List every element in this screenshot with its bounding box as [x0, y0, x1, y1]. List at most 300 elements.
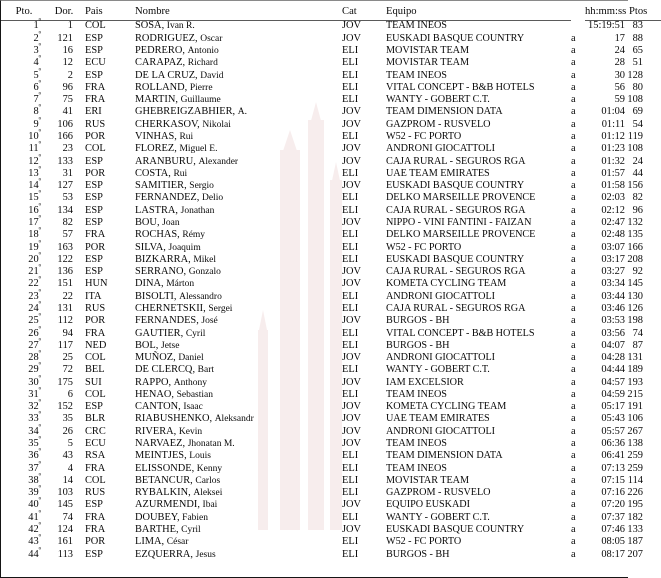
cell-time — [585, 500, 627, 512]
cell-country-value: COL — [85, 474, 106, 486]
cell-dorsal-value: 82 — [62, 216, 73, 228]
cell-gap-prefix — [571, 229, 585, 241]
table-row[interactable] — [1, 500, 661, 512]
cell-country — [81, 279, 125, 291]
table-row[interactable] — [1, 156, 661, 168]
cell-points-value: 198 — [627, 315, 643, 327]
rider-surname: RIVERA, — [135, 425, 177, 437]
cell-points-value: 106 — [627, 413, 643, 425]
cell-gap-prefix — [571, 107, 585, 119]
cell-points-value: 215 — [627, 388, 643, 400]
rider-given-name: A. — [237, 107, 248, 118]
table-row[interactable] — [1, 364, 661, 376]
cell-team — [378, 254, 571, 266]
cell-category-value: JOV — [342, 376, 362, 388]
cell-time — [585, 352, 627, 364]
team-name: CAJA RURAL - SEGUROS RGA — [386, 302, 526, 314]
cell-points-value: 191 — [627, 401, 643, 413]
cell-time-value: 03:27 — [601, 266, 625, 278]
cell-time — [585, 193, 627, 205]
cell-country — [81, 131, 125, 143]
cell-points-value: 130 — [627, 290, 643, 302]
column-header-nombre[interactable]: Nombre — [125, 1, 340, 20]
cell-category-value: ELI — [342, 57, 359, 69]
cell-position-value: 1 — [33, 20, 39, 32]
cell-time — [585, 512, 627, 524]
rider-given-name: David — [200, 70, 224, 81]
ordinal-marker: º — [38, 446, 41, 456]
table-row[interactable] — [1, 450, 661, 462]
cell-category-value: ELI — [342, 302, 359, 314]
rider-surname: LIMA, — [135, 536, 165, 548]
cell-time — [585, 401, 627, 413]
cell-time — [585, 33, 627, 45]
cell-points — [627, 217, 661, 229]
table-row[interactable] — [1, 401, 661, 413]
cell-time — [585, 291, 627, 303]
cell-time — [585, 524, 627, 536]
cell-points-value: 182 — [627, 511, 643, 523]
rider-surname: SAMITIER, — [135, 180, 187, 192]
cell-country — [81, 57, 125, 69]
rider-surname: CANTON, — [135, 401, 181, 413]
cell-points-value: 119 — [627, 131, 643, 143]
cell-time — [585, 70, 627, 82]
cell-points — [627, 450, 661, 462]
cell-dorsal-value: 117 — [57, 339, 73, 351]
cell-time — [585, 107, 627, 119]
cell-dorsal-value: 161 — [57, 536, 73, 548]
cell-time-value: 01:58 — [601, 180, 625, 192]
cell-country — [81, 20, 125, 33]
cell-points-value: 114 — [627, 474, 643, 486]
column-header-pto[interactable]: Pto. — [1, 1, 47, 20]
cell-rider-name — [125, 57, 340, 69]
cell-position-value: 2 — [33, 32, 39, 44]
cell-dorsal — [47, 180, 81, 192]
cell-points — [627, 57, 661, 69]
cell-country — [81, 119, 125, 131]
table-row[interactable] — [1, 180, 661, 192]
cell-gap-prefix — [571, 94, 585, 106]
ordinal-marker: º — [38, 127, 41, 137]
cell-country — [81, 536, 125, 548]
cell-gap-prefix-value: a — [571, 524, 576, 536]
ordinal-marker: º — [38, 324, 41, 334]
table-row[interactable] — [1, 438, 661, 450]
team-name: ANDRONI GIOCATTOLI — [386, 143, 495, 155]
cell-gap-prefix — [571, 70, 585, 82]
cell-time-value: 06:36 — [601, 438, 625, 450]
rider-surname: GHEBREIGZABHIER, — [135, 106, 236, 118]
table-row[interactable] — [1, 57, 661, 69]
cell-dorsal-value: 53 — [62, 192, 73, 204]
cell-gap-prefix — [571, 475, 585, 487]
team-name: TEAM INEOS — [386, 388, 447, 400]
cell-category-value: ELI — [342, 511, 359, 523]
cell-time — [585, 340, 627, 352]
cell-dorsal — [47, 340, 81, 352]
cell-country-value: FRA — [85, 229, 106, 241]
cell-rider-name — [125, 414, 340, 426]
table-row[interactable] — [1, 205, 661, 217]
cell-rider-name — [125, 426, 340, 438]
cell-gap-prefix — [571, 352, 585, 364]
table-row[interactable] — [1, 512, 661, 524]
column-header-equipo[interactable]: Equipo — [378, 1, 571, 20]
cell-category — [340, 70, 378, 82]
cell-team — [378, 377, 571, 389]
cell-points-value: 92 — [632, 266, 643, 278]
cell-category-value: JOV — [342, 278, 362, 290]
ordinal-marker: º — [38, 53, 41, 63]
cell-category-value: JOV — [342, 352, 362, 364]
table-row[interactable] — [1, 340, 661, 352]
team-name: KOMETA CYCLING TEAM — [386, 278, 507, 290]
cell-position-value: 19 — [28, 241, 39, 253]
cell-gap-prefix-value: a — [571, 290, 576, 302]
cell-time-value: 03:53 — [601, 315, 625, 327]
cell-team — [378, 512, 571, 524]
cell-country — [81, 500, 125, 512]
cell-time-value: 05:17 — [601, 401, 625, 413]
cell-gap-prefix — [571, 303, 585, 315]
cell-position-value: 23 — [28, 290, 39, 302]
ordinal-marker: º — [38, 287, 41, 297]
ordinal-marker: º — [38, 532, 41, 542]
table-row[interactable] — [1, 352, 661, 364]
cell-rider-name — [125, 340, 340, 352]
cell-team — [378, 315, 571, 327]
cell-dorsal — [47, 438, 81, 450]
cell-category-value: JOV — [342, 413, 362, 425]
table-row[interactable] — [1, 377, 661, 389]
cell-dorsal — [47, 524, 81, 536]
table-row[interactable] — [1, 414, 661, 426]
cell-position-value: 16 — [28, 204, 39, 216]
table-row[interactable] — [1, 475, 661, 487]
rider-given-name: Rui — [179, 132, 194, 143]
cell-category — [340, 352, 378, 364]
rider-surname: ARANBURU, — [135, 155, 196, 167]
table-row[interactable] — [1, 487, 661, 499]
table-row[interactable] — [1, 389, 661, 401]
cell-time-value: 30 — [614, 69, 625, 81]
column-header-pais[interactable]: Pais — [81, 1, 125, 20]
table-row[interactable] — [1, 217, 661, 229]
cell-category — [340, 254, 378, 266]
cell-gap-prefix-value: a — [571, 204, 576, 216]
cell-time-value: 07:16 — [601, 487, 625, 499]
cell-rider-name — [125, 549, 340, 561]
cell-country — [81, 524, 125, 536]
cell-country — [81, 426, 125, 438]
column-header-dorsal[interactable]: Dor. — [47, 1, 81, 20]
cell-position-value: 28 — [28, 352, 39, 364]
cell-category — [340, 475, 378, 487]
cell-category — [340, 487, 378, 499]
cell-team — [378, 401, 571, 413]
cell-gap-prefix — [571, 377, 585, 389]
table-row[interactable] — [1, 82, 661, 94]
cell-time — [585, 549, 627, 561]
cell-time-value: 02:12 — [601, 204, 625, 216]
cell-time — [585, 156, 627, 168]
cell-gap-prefix-value: a — [571, 388, 576, 400]
cell-category-value: ELI — [342, 131, 359, 143]
cell-team — [378, 82, 571, 94]
rider-given-name: Richard — [187, 58, 218, 69]
team-name: TEAM INEOS — [386, 20, 447, 32]
cell-gap-prefix — [571, 205, 585, 217]
rider-surname: DE CLERCQ, — [135, 364, 196, 376]
cell-dorsal — [47, 328, 81, 340]
cell-country-value: POR — [85, 131, 106, 143]
table-row[interactable] — [1, 119, 661, 131]
cell-position-value: 29 — [28, 364, 39, 376]
cell-points-value: 74 — [632, 327, 643, 339]
table-row[interactable] — [1, 193, 661, 205]
ordinal-marker: º — [38, 41, 41, 51]
column-header-cat[interactable]: Cat — [340, 1, 378, 20]
cell-points — [627, 70, 661, 82]
table-row[interactable] — [1, 524, 661, 536]
cell-country — [81, 389, 125, 401]
ordinal-marker: º — [38, 90, 41, 100]
table-row[interactable] — [1, 315, 661, 327]
cell-points — [627, 438, 661, 450]
cell-rider-name — [125, 217, 340, 229]
cell-dorsal-value: 133 — [57, 155, 73, 167]
cell-rider-name — [125, 205, 340, 217]
cell-dorsal — [47, 168, 81, 180]
cell-rider-name — [125, 143, 340, 155]
cell-country — [81, 168, 125, 180]
team-name: VITAL CONCEPT - B&B HOTELS — [386, 81, 535, 93]
cell-points-value: 207 — [627, 548, 643, 560]
cell-team — [378, 549, 571, 561]
table-row[interactable] — [1, 549, 661, 561]
cell-time — [585, 463, 627, 475]
table-row[interactable] — [1, 20, 661, 33]
cell-gap-prefix — [571, 242, 585, 254]
ordinal-marker: º — [38, 139, 41, 149]
cell-category — [340, 57, 378, 69]
table-row[interactable] — [1, 328, 661, 340]
cell-category-value: JOV — [342, 216, 362, 228]
cell-team — [378, 180, 571, 192]
cell-time — [585, 45, 627, 57]
ordinal-marker: º — [38, 115, 41, 125]
rider-given-name: Louis — [189, 451, 211, 462]
cell-time-value: 07:15 — [601, 474, 625, 486]
table-row[interactable] — [1, 266, 661, 278]
table-row[interactable] — [1, 536, 661, 548]
cell-points — [627, 377, 661, 389]
cell-gap-prefix-value: a — [571, 118, 576, 130]
ordinal-marker: º — [38, 471, 41, 481]
column-header-tiempo[interactable]: hh:mm:ss — [585, 1, 627, 20]
cell-country-value: RUS — [85, 118, 106, 130]
table-row[interactable] — [1, 94, 661, 106]
cell-category-value: JOV — [342, 106, 362, 118]
table-row[interactable] — [1, 426, 661, 438]
rider-given-name: Bart — [197, 365, 215, 376]
table-row[interactable] — [1, 143, 661, 155]
cell-points — [627, 389, 661, 401]
cell-gap-prefix — [571, 20, 585, 33]
table-row[interactable] — [1, 70, 661, 82]
rider-given-name: Ibai — [202, 500, 218, 511]
cell-points-value: 187 — [627, 536, 643, 548]
cell-points-value: 208 — [627, 253, 643, 265]
cell-rider-name — [125, 82, 340, 94]
rider-surname: VINHAS, — [135, 131, 177, 143]
team-name: VITAL CONCEPT - B&B HOTELS — [386, 327, 535, 339]
ordinal-marker: º — [38, 422, 41, 432]
cell-category — [340, 389, 378, 401]
cell-position-value: 3 — [33, 45, 39, 57]
cell-category-value: ELI — [342, 548, 359, 560]
ordinal-marker: º — [38, 520, 41, 530]
cell-dorsal-value: 74 — [62, 511, 73, 523]
rider-surname: FLOREZ, — [135, 143, 177, 155]
table-row[interactable] — [1, 168, 661, 180]
cell-position-value: 43 — [28, 536, 39, 548]
table-row[interactable] — [1, 45, 661, 57]
cell-position-value: 34 — [28, 425, 39, 437]
cell-country — [81, 364, 125, 376]
cell-team — [378, 168, 571, 180]
cell-time-value: 08:17 — [601, 548, 625, 560]
cell-time-value: 03:07 — [601, 241, 625, 253]
cell-dorsal — [47, 401, 81, 413]
cell-country-value: COL — [85, 20, 106, 32]
cell-time-value: 01:23 — [601, 143, 625, 155]
cell-gap-prefix — [571, 33, 585, 45]
cell-dorsal-value: 106 — [57, 118, 73, 130]
cell-country — [81, 82, 125, 94]
cell-dorsal-value: 43 — [62, 450, 73, 462]
cell-points — [627, 536, 661, 548]
cell-category-value: ELI — [342, 536, 359, 548]
cell-country-value: ESP — [85, 69, 103, 81]
table-row[interactable] — [1, 242, 661, 254]
cell-country — [81, 328, 125, 340]
cell-points-value: 135 — [627, 229, 643, 241]
cell-category — [340, 426, 378, 438]
cell-team — [378, 364, 571, 376]
table-row[interactable] — [1, 279, 661, 291]
cell-position-value: 26 — [28, 327, 39, 339]
table-row[interactable] — [1, 229, 661, 241]
cell-time — [585, 229, 627, 241]
cell-country-value: RSA — [85, 450, 106, 462]
cell-country — [81, 266, 125, 278]
cell-team — [378, 303, 571, 315]
ordinal-marker: º — [38, 201, 41, 211]
cell-position-value: 10 — [28, 131, 39, 143]
rider-surname: HENAO, — [135, 388, 174, 400]
cell-country — [81, 229, 125, 241]
team-name: NIPPO - VINI FANTINI - FAIZAN — [386, 216, 532, 228]
table-row[interactable] — [1, 33, 661, 45]
ordinal-marker: º — [38, 360, 41, 370]
cell-country — [81, 156, 125, 168]
cell-rider-name — [125, 266, 340, 278]
cell-country — [81, 143, 125, 155]
cell-points-value: 259 — [627, 450, 643, 462]
cell-category — [340, 193, 378, 205]
rider-surname: RYBALKIN, — [135, 487, 191, 499]
team-name: KOMETA CYCLING TEAM — [386, 401, 507, 413]
cell-rider-name — [125, 70, 340, 82]
cell-points — [627, 180, 661, 192]
cell-points — [627, 205, 661, 217]
cell-points — [627, 168, 661, 180]
cell-category — [340, 168, 378, 180]
cell-gap-prefix — [571, 180, 585, 192]
column-header-ptos[interactable]: Ptos — [627, 1, 661, 20]
cell-time-value: 03:44 — [601, 290, 625, 302]
cell-rider-name — [125, 328, 340, 340]
cell-dorsal-value: 22 — [62, 290, 73, 302]
rider-surname: BETANCUR, — [135, 474, 193, 486]
table-row[interactable] — [1, 254, 661, 266]
rider-given-name: Anthony — [173, 377, 207, 388]
rider-given-name: Jetse — [161, 340, 180, 351]
table-row[interactable] — [1, 107, 661, 119]
cell-country-value: COL — [85, 388, 106, 400]
cell-points-value: 87 — [632, 339, 643, 351]
rider-surname: LASTRA, — [135, 204, 179, 216]
cell-category-value: ELI — [342, 45, 359, 57]
cell-time — [585, 303, 627, 315]
cell-position-value: 15 — [28, 192, 39, 204]
cell-country — [81, 205, 125, 217]
cell-gap-prefix-value: a — [571, 266, 576, 278]
cell-points-value: 88 — [632, 32, 643, 44]
rider-given-name: Jonathan — [180, 205, 215, 216]
cell-country-value: POR — [85, 536, 106, 548]
cell-gap-prefix — [571, 315, 585, 327]
cell-dorsal-value: 31 — [62, 167, 73, 179]
cell-gap-prefix-value: a — [571, 216, 576, 228]
cell-category — [340, 242, 378, 254]
cell-position-value: 8 — [33, 106, 39, 118]
table-row[interactable] — [1, 303, 661, 315]
cell-team — [378, 414, 571, 426]
cell-category — [340, 414, 378, 426]
cell-gap-prefix-value: a — [571, 131, 576, 143]
table-row[interactable] — [1, 291, 661, 303]
cell-country-value: ESP — [85, 192, 103, 204]
cell-time — [585, 131, 627, 143]
cell-points-value: 83 — [632, 20, 643, 32]
cell-time — [585, 57, 627, 69]
table-row[interactable] — [1, 131, 661, 143]
table-row[interactable] — [1, 463, 661, 475]
cell-gap-prefix — [571, 401, 585, 413]
cell-category — [340, 107, 378, 119]
cell-dorsal — [47, 107, 81, 119]
cell-team — [378, 193, 571, 205]
ordinal-marker: º — [38, 164, 41, 174]
cell-points-value: 96 — [632, 204, 643, 216]
cell-rider-name — [125, 536, 340, 548]
cell-dorsal — [47, 131, 81, 143]
cell-country-value: NED — [85, 339, 107, 351]
